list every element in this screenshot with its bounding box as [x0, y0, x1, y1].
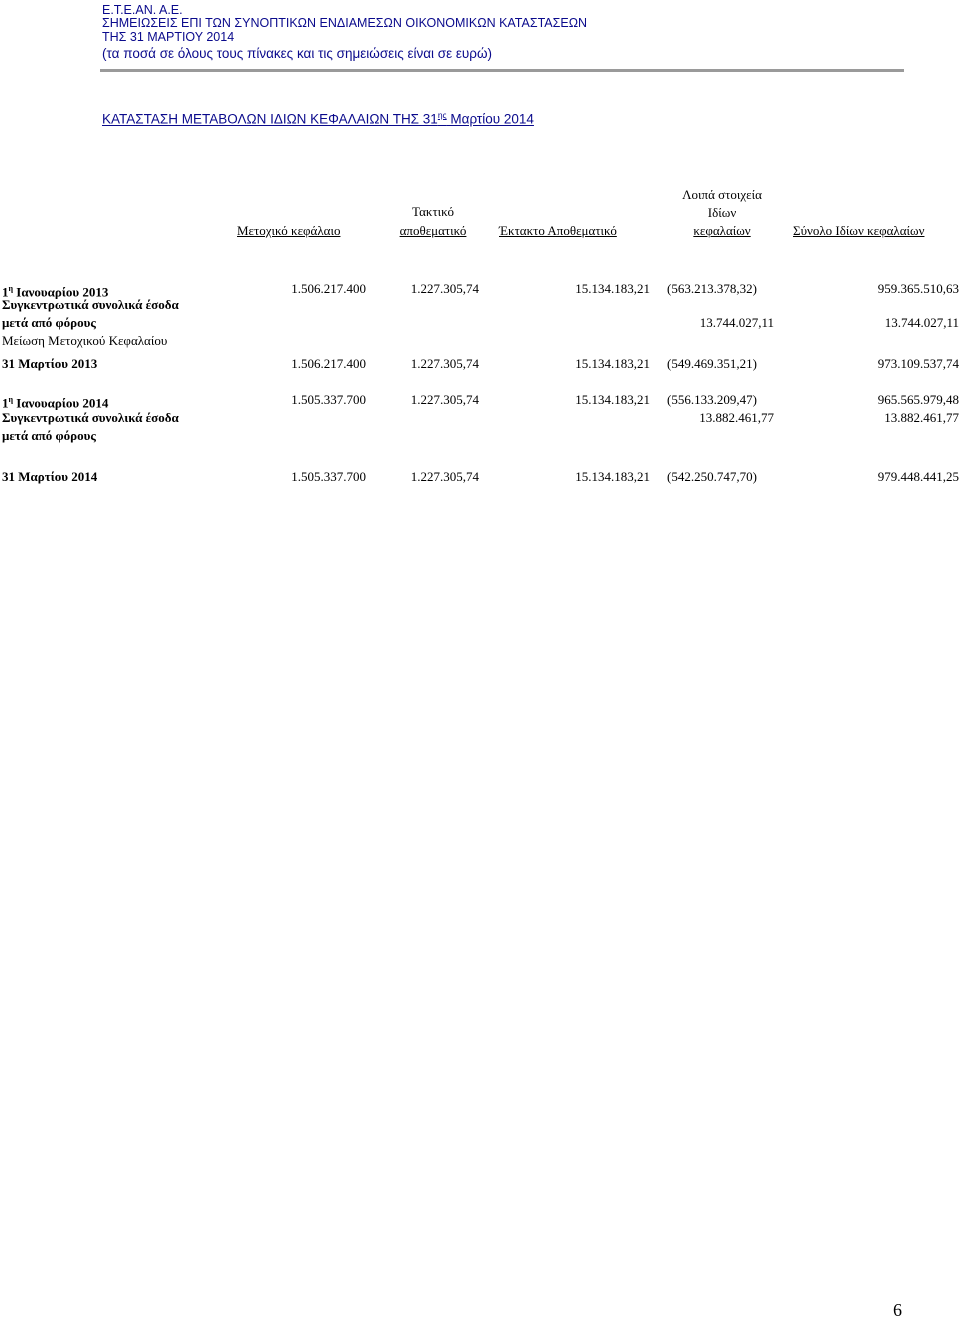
row-mar2013-share-capital: 1.506.217.400 [291, 356, 366, 371]
row-jan2014-label: $1^\eta$ Ιανουαρίου 2014 [2, 395, 109, 411]
row-jan2014-extraordinary-reserve: 15.134.183,21 [575, 392, 650, 407]
row-mar2013-total: 973.109.537,74 [877, 356, 959, 371]
row-mar2013-label: 31 Μαρτίου 2013 [2, 356, 98, 371]
row-tci2013-total: 13.744.027,11 [884, 315, 959, 330]
row-mar2014-share-capital: 1.505.337.700 [291, 469, 366, 484]
row-mar2014-statutory-reserve: 1.227.305,74 [410, 469, 479, 484]
ordinal-sup: η [8, 395, 14, 404]
row-jan2013-statutory-reserve: 1.227.305,74 [410, 281, 479, 296]
amounts-note: (τα ποσά σε όλους τους πίνακες και τις σημειώσεις είναι σε ευρώ) [102, 46, 492, 61]
header-divider [100, 69, 904, 72]
row-mar2014-other-equity: (542.250.747,70) [667, 469, 757, 484]
col-header-statutory-reserve-line2: αποθεματικό [399, 223, 467, 238]
row-jan2014-share-capital: 1.505.337.700 [291, 392, 366, 407]
row-mar2013-statutory-reserve: 1.227.305,74 [410, 356, 479, 371]
col-header-share-capital: Μετοχικό κεφάλαιο [237, 223, 341, 238]
row-jan2013-extraordinary-reserve: 15.134.183,21 [575, 281, 650, 296]
statement-title-date: Μαρτίου 2014 [446, 111, 534, 127]
row-tci2013-other-equity: 13.744.027,11 [699, 315, 774, 330]
row-jan2013-total: 959.365.510,63 [877, 281, 959, 296]
row-jan2014-other-equity: (556.133.209,47) [667, 392, 757, 407]
row-tci2014-label-line1: Συγκεντρωτικά συνολικά έσοδα [2, 410, 179, 425]
company-name: Ε.Τ.Ε.ΑΝ. Α.Ε. [102, 3, 183, 17]
col-header-statutory-reserve-line1: Τακτικό [412, 204, 454, 219]
statement-title-sup: ης [437, 110, 447, 120]
row-mar2014-label: 31 Μαρτίου 2014 [2, 469, 98, 484]
row-capital-reduction-label: Μείωση Μετοχικού Κεφαλαίου [2, 333, 168, 348]
page-number: 6 [893, 1300, 902, 1320]
row-jan2013-label: $1^\eta$ Ιανουαρίου 2013 [2, 284, 109, 300]
row-tci2013-label-line1: Συγκεντρωτικά συνολικά έσοδα [2, 297, 179, 312]
row-jan2013-share-capital: 1.506.217.400 [291, 281, 366, 296]
col-header-other-equity-line3: κεφαλαίων [693, 223, 751, 238]
ordinal-sup: η [8, 284, 14, 293]
row-tci2014-total: 13.882.461,77 [884, 410, 959, 425]
row-jan2014-statutory-reserve: 1.227.305,74 [410, 392, 479, 407]
row-jan2014-total: 965.565.979,48 [877, 392, 959, 407]
statement-title [102, 110, 534, 127]
row-tci2014-other-equity: 13.882.461,77 [699, 410, 774, 425]
row-tci2013-label-line2: μετά από φόρους [2, 315, 96, 330]
col-header-other-equity-line1: Λοιπά στοιχεία [682, 187, 762, 202]
row-mar2013-other-equity: (549.469.351,21) [667, 356, 757, 371]
row-jan2013-other-equity: (563.213.378,32) [667, 281, 757, 296]
row-mar2014-extraordinary-reserve: 15.134.183,21 [575, 469, 650, 484]
col-header-other-equity-line2: Ιδίων [707, 205, 737, 220]
date-line: ΤΗΣ 31 ΜΑΡΤΙΟΥ 2014 [102, 30, 235, 44]
row-mar2014-total: 979.448.441,25 [877, 469, 959, 484]
notes-title: ΣΗΜΕΙΩΣΕΙΣ ΕΠΙ ΤΩΝ ΣΥΝΟΠΤΙΚΩΝ ΕΝΔΙΑΜΕΣΩΝ ΟΙΚΟΝΟΜΙΚΩΝ ΚΑΤΑΣΤΑΣΕΩΝ [102, 16, 588, 30]
row-tci2014-label-line2: μετά από φόρους [2, 428, 96, 443]
col-header-total-equity: Σύνολο Ιδίων κεφαλαίων [793, 223, 925, 238]
row-mar2013-extraordinary-reserve: 15.134.183,21 [575, 356, 650, 371]
statement-title-main: ΚΑΤΑΣΤΑΣΗ ΜΕΤΑΒΟΛΩΝ ΙΔΙΩΝ ΚΕΦΑΛΑΙΩΝ ΤΗΣ 31 [102, 111, 438, 127]
col-header-extraordinary-reserve: Έκτακτο Αποθεματικό [499, 223, 617, 238]
